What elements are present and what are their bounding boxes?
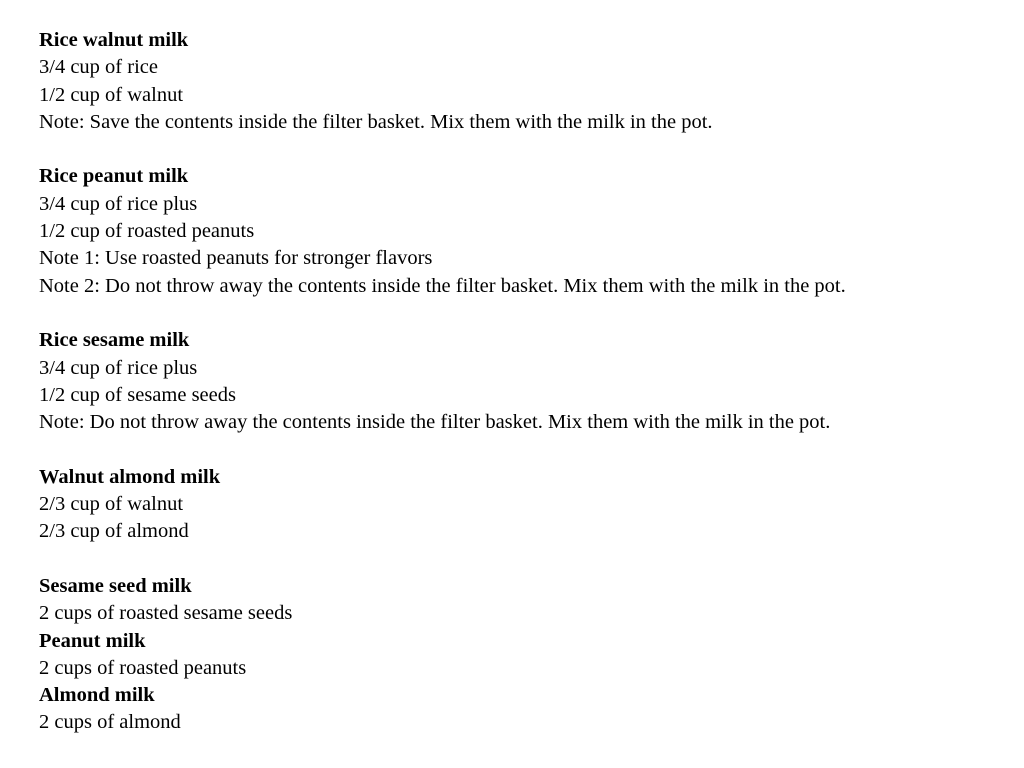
recipe-almond-milk bbox=[39, 682, 999, 737]
recipe-note: Note: Save the contents inside the filter basket. Mix them with the milk in the pot. bbox=[39, 110, 713, 133]
recipe-note: Note 2: Do not throw away the contents inside the filter basket. Mix them with the milk in the pot. bbox=[39, 274, 846, 297]
recipe-peanut-milk bbox=[39, 628, 999, 683]
recipe-title: Almond milk bbox=[39, 684, 155, 707]
recipe-line: 1/2 cup of walnut bbox=[39, 83, 184, 106]
section-spacer bbox=[39, 136, 999, 163]
recipe-line: 3/4 cup of rice bbox=[39, 56, 158, 79]
recipe-walnut-almond-milk bbox=[39, 464, 999, 546]
recipe-title: Walnut almond milk bbox=[39, 465, 221, 488]
recipe-line: 2 cups of roasted sesame seeds bbox=[39, 602, 293, 625]
recipe-title: Rice peanut milk bbox=[39, 165, 189, 188]
recipe-line: 3/4 cup of rice plus bbox=[39, 356, 198, 379]
recipe-line: 1/2 cup of sesame seeds bbox=[39, 383, 236, 406]
recipe-line: 2 cups of roasted peanuts bbox=[39, 656, 247, 679]
recipe-title: Rice sesame milk bbox=[39, 329, 190, 352]
recipe-line: 1/2 cup of roasted peanuts bbox=[39, 220, 255, 243]
recipe-title: Rice walnut milk bbox=[39, 29, 189, 51]
section-spacer bbox=[39, 300, 999, 327]
recipe-document bbox=[39, 27, 999, 737]
recipe-line: 2/3 cup of walnut bbox=[39, 493, 184, 516]
recipe-note: Note: Do not throw away the contents inside the filter basket. Mix them with the milk in the pot. bbox=[39, 411, 831, 434]
section-spacer bbox=[39, 436, 999, 463]
recipe-rice-peanut-milk bbox=[39, 163, 999, 299]
recipe-rice-sesame-milk bbox=[39, 327, 999, 436]
recipe-title: Sesame seed milk bbox=[39, 574, 192, 597]
section-spacer bbox=[39, 546, 999, 573]
recipe-line: 3/4 cup of rice plus bbox=[39, 192, 198, 215]
recipe-title: Peanut milk bbox=[39, 629, 146, 652]
recipe-rice-walnut-milk bbox=[39, 27, 999, 136]
recipe-line: 2/3 cup of almond bbox=[39, 520, 189, 543]
recipe-note: Note 1: Use roasted peanuts for stronger flavors bbox=[39, 247, 433, 270]
recipe-line: 2 cups of almond bbox=[39, 711, 181, 734]
recipe-sesame-seed-milk bbox=[39, 573, 999, 628]
